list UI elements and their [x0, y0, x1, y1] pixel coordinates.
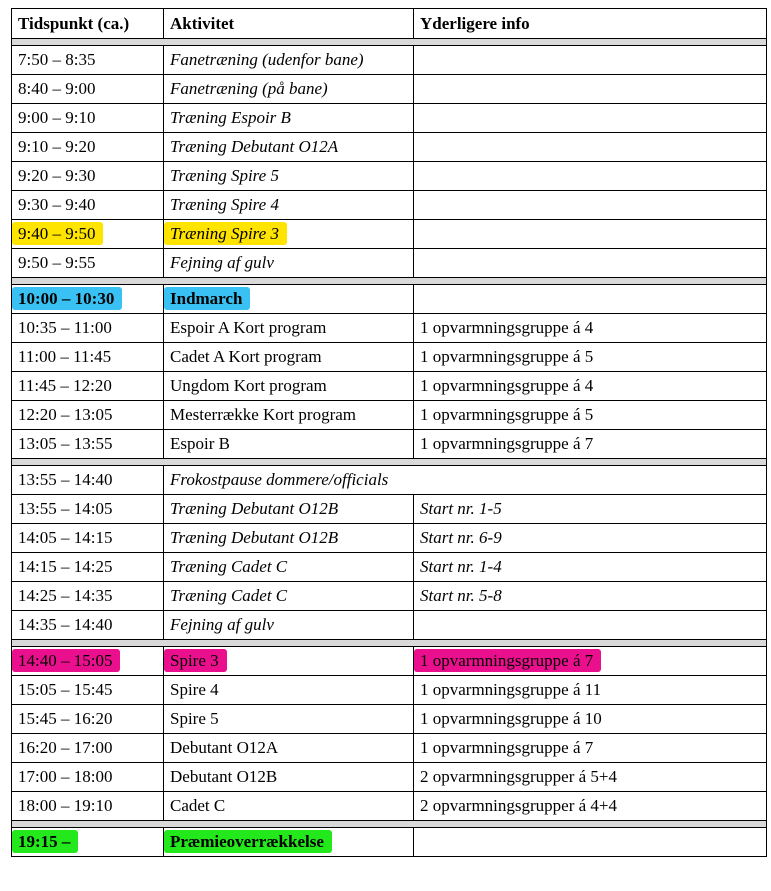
cell-time — [12, 401, 164, 430]
cell-info — [414, 133, 767, 162]
activity-text: Spire 3 — [164, 649, 227, 672]
info-text: 1 opvarmningsgruppe á 4 — [420, 376, 594, 395]
info-text: 1 opvarmningsgruppe á 4 — [420, 318, 594, 337]
activity-text: Indmarch — [164, 287, 250, 310]
table-row — [12, 582, 767, 611]
activity-text: Spire 4 — [170, 680, 219, 699]
table-row — [12, 676, 767, 705]
separator-cell — [12, 39, 767, 46]
time-text: 9:50 – 9:55 — [18, 253, 96, 272]
cell-info — [414, 162, 767, 191]
cell-time — [12, 524, 164, 553]
activity-text: Træning Cadet C — [170, 586, 288, 605]
cell-info — [414, 343, 767, 372]
cell-time — [12, 372, 164, 401]
info-text: 1 opvarmningsgruppe á 7 — [420, 434, 594, 453]
cell-time — [12, 647, 164, 676]
header-activity: Aktivitet — [164, 9, 414, 39]
activity-text: Fanetræning (udenfor bane) — [170, 50, 364, 69]
table-row — [12, 734, 767, 763]
separator-cell — [12, 278, 767, 285]
cell-info — [414, 46, 767, 75]
section-separator — [12, 278, 767, 285]
activity-text: Espoir B — [170, 434, 230, 453]
cell-time — [12, 104, 164, 133]
time-text: 14:40 – 15:05 — [12, 649, 120, 672]
table-row — [12, 647, 767, 676]
cell-time — [12, 314, 164, 343]
time-text: 12:20 – 13:05 — [18, 405, 113, 424]
activity-text: Træning Spire 4 — [170, 195, 279, 214]
cell-time — [12, 705, 164, 734]
cell-info — [414, 792, 767, 821]
cell-time — [12, 611, 164, 640]
cell-time — [12, 162, 164, 191]
cell-info — [414, 249, 767, 278]
cell-info — [414, 734, 767, 763]
table-row — [12, 372, 767, 401]
cell-time — [12, 676, 164, 705]
cell-activity — [164, 582, 414, 611]
cell-info — [414, 582, 767, 611]
activity-text: Træning Espoir B — [170, 108, 291, 127]
cell-time — [12, 582, 164, 611]
activity-text: Fanetræning (på bane) — [170, 79, 328, 98]
activity-text: Cadet A Kort program — [170, 347, 322, 366]
cell-activity — [164, 466, 767, 495]
table-row — [12, 46, 767, 75]
section-separator — [12, 821, 767, 828]
time-text: 13:55 – 14:05 — [18, 499, 113, 518]
time-text: 9:10 – 9:20 — [18, 137, 96, 156]
cell-info — [414, 372, 767, 401]
separator-cell — [12, 821, 767, 828]
activity-text: Mesterrække Kort program — [170, 405, 357, 424]
time-text: 16:20 – 17:00 — [18, 738, 113, 757]
info-text: 1 opvarmningsgruppe á 7 — [414, 649, 601, 672]
activity-text: Træning Spire 3 — [164, 222, 287, 245]
cell-time — [12, 46, 164, 75]
cell-activity — [164, 46, 414, 75]
cell-info — [414, 104, 767, 133]
cell-activity — [164, 647, 414, 676]
cell-info — [414, 220, 767, 249]
header-row — [12, 9, 767, 39]
info-text: 2 opvarmningsgrupper á 4+4 — [420, 796, 618, 815]
cell-info — [414, 828, 767, 857]
cell-info — [414, 285, 767, 314]
info-text: 2 opvarmningsgrupper á 5+4 — [420, 767, 618, 786]
cell-time — [12, 734, 164, 763]
cell-time — [12, 466, 164, 495]
time-text: 10:00 – 10:30 — [12, 287, 122, 310]
cell-activity — [164, 676, 414, 705]
cell-time — [12, 285, 164, 314]
cell-time — [12, 495, 164, 524]
activity-text: Fejning af gulv — [170, 253, 274, 272]
activity-text: Frokostpause dommere/officials — [170, 470, 389, 489]
activity-text: Espoir A Kort program — [170, 318, 327, 337]
cell-time — [12, 249, 164, 278]
time-text: 15:45 – 16:20 — [18, 709, 113, 728]
cell-time — [12, 792, 164, 821]
cell-info — [414, 495, 767, 524]
info-text: Start nr. 6-9 — [420, 528, 502, 547]
table-row — [12, 162, 767, 191]
activity-text: Ungdom Kort program — [170, 376, 327, 395]
cell-activity — [164, 553, 414, 582]
table-row — [12, 763, 767, 792]
cell-time — [12, 220, 164, 249]
time-text: 9:20 – 9:30 — [18, 166, 96, 185]
table-row — [12, 553, 767, 582]
cell-time — [12, 343, 164, 372]
table-row — [12, 705, 767, 734]
table-row — [12, 314, 767, 343]
header-time: Tidspunkt (ca.) — [12, 9, 164, 39]
cell-info — [414, 676, 767, 705]
table-row — [12, 792, 767, 821]
cell-info — [414, 647, 767, 676]
separator-cell — [12, 640, 767, 647]
cell-info — [414, 524, 767, 553]
info-text: Start nr. 5-8 — [420, 586, 502, 605]
time-text: 15:05 – 15:45 — [18, 680, 113, 699]
cell-activity — [164, 285, 414, 314]
table-row — [12, 611, 767, 640]
time-text: 9:00 – 9:10 — [18, 108, 96, 127]
info-text: 1 opvarmningsgruppe á 5 — [420, 405, 594, 424]
activity-text: Træning Debutant O12B — [170, 499, 339, 518]
cell-time — [12, 191, 164, 220]
time-text: 14:25 – 14:35 — [18, 586, 113, 605]
time-text: 13:05 – 13:55 — [18, 434, 113, 453]
time-text: 9:30 – 9:40 — [18, 195, 96, 214]
cell-activity — [164, 611, 414, 640]
time-text: 10:35 – 11:00 — [18, 318, 112, 337]
table-row — [12, 75, 767, 104]
schedule-table — [11, 8, 767, 857]
time-text: 14:15 – 14:25 — [18, 557, 113, 576]
cell-info — [414, 401, 767, 430]
cell-time — [12, 75, 164, 104]
activity-text: Debutant O12A — [170, 738, 279, 757]
cell-activity — [164, 372, 414, 401]
cell-info — [414, 553, 767, 582]
activity-text: Fejning af gulv — [170, 615, 274, 634]
cell-activity — [164, 162, 414, 191]
cell-activity — [164, 763, 414, 792]
cell-activity — [164, 401, 414, 430]
cell-activity — [164, 191, 414, 220]
cell-activity — [164, 314, 414, 343]
cell-activity — [164, 220, 414, 249]
time-text: 18:00 – 19:10 — [18, 796, 113, 815]
time-text: 19:15 – — [12, 830, 78, 853]
table-row — [12, 401, 767, 430]
cell-time — [12, 763, 164, 792]
table-row — [12, 466, 767, 495]
cell-time — [12, 133, 164, 162]
cell-info — [414, 191, 767, 220]
info-text: 1 opvarmningsgruppe á 10 — [420, 709, 602, 728]
cell-activity — [164, 104, 414, 133]
header-info: Yderligere info — [414, 9, 767, 39]
time-text: 17:00 – 18:00 — [18, 767, 113, 786]
separator-cell — [12, 459, 767, 466]
table-row — [12, 495, 767, 524]
time-text: 14:05 – 14:15 — [18, 528, 113, 547]
activity-text: Præmieoverrækkelse — [164, 830, 332, 853]
section-separator — [12, 459, 767, 466]
activity-text: Cadet C — [170, 796, 226, 815]
time-text: 11:00 – 11:45 — [18, 347, 112, 366]
cell-info — [414, 705, 767, 734]
schedule-body — [12, 39, 767, 857]
section-separator — [12, 39, 767, 46]
time-text: 9:40 – 9:50 — [12, 222, 103, 245]
cell-activity — [164, 343, 414, 372]
cell-activity — [164, 734, 414, 763]
cell-activity — [164, 828, 414, 857]
table-row — [12, 191, 767, 220]
info-text: Start nr. 1-4 — [420, 557, 502, 576]
cell-info — [414, 75, 767, 104]
section-separator — [12, 640, 767, 647]
activity-text: Træning Debutant O12B — [170, 528, 339, 547]
cell-activity — [164, 430, 414, 459]
activity-text: Spire 5 — [170, 709, 219, 728]
cell-time — [12, 553, 164, 582]
cell-info — [414, 611, 767, 640]
cell-info — [414, 763, 767, 792]
time-text: 13:55 – 14:40 — [18, 470, 113, 489]
info-text: Start nr. 1-5 — [420, 499, 502, 518]
cell-time — [12, 828, 164, 857]
cell-activity — [164, 75, 414, 104]
table-row — [12, 524, 767, 553]
cell-activity — [164, 524, 414, 553]
cell-activity — [164, 705, 414, 734]
cell-activity — [164, 495, 414, 524]
info-text: 1 opvarmningsgruppe á 5 — [420, 347, 594, 366]
cell-info — [414, 430, 767, 459]
time-text: 14:35 – 14:40 — [18, 615, 113, 634]
cell-activity — [164, 133, 414, 162]
table-row — [12, 828, 767, 857]
activity-text: Træning Debutant O12A — [170, 137, 339, 156]
table-row — [12, 104, 767, 133]
time-text: 7:50 – 8:35 — [18, 50, 96, 69]
time-text: 11:45 – 12:20 — [18, 376, 112, 395]
table-row — [12, 285, 767, 314]
activity-text: Debutant O12B — [170, 767, 278, 786]
table-row — [12, 220, 767, 249]
info-text: 1 opvarmningsgruppe á 11 — [420, 680, 602, 699]
time-text: 8:40 – 9:00 — [18, 79, 96, 98]
activity-text: Træning Cadet C — [170, 557, 288, 576]
cell-info — [414, 314, 767, 343]
table-row — [12, 430, 767, 459]
info-text: 1 opvarmningsgruppe á 7 — [420, 738, 594, 757]
cell-activity — [164, 792, 414, 821]
cell-time — [12, 430, 164, 459]
table-row — [12, 249, 767, 278]
activity-text: Træning Spire 5 — [170, 166, 279, 185]
table-row — [12, 133, 767, 162]
table-row — [12, 343, 767, 372]
cell-activity — [164, 249, 414, 278]
